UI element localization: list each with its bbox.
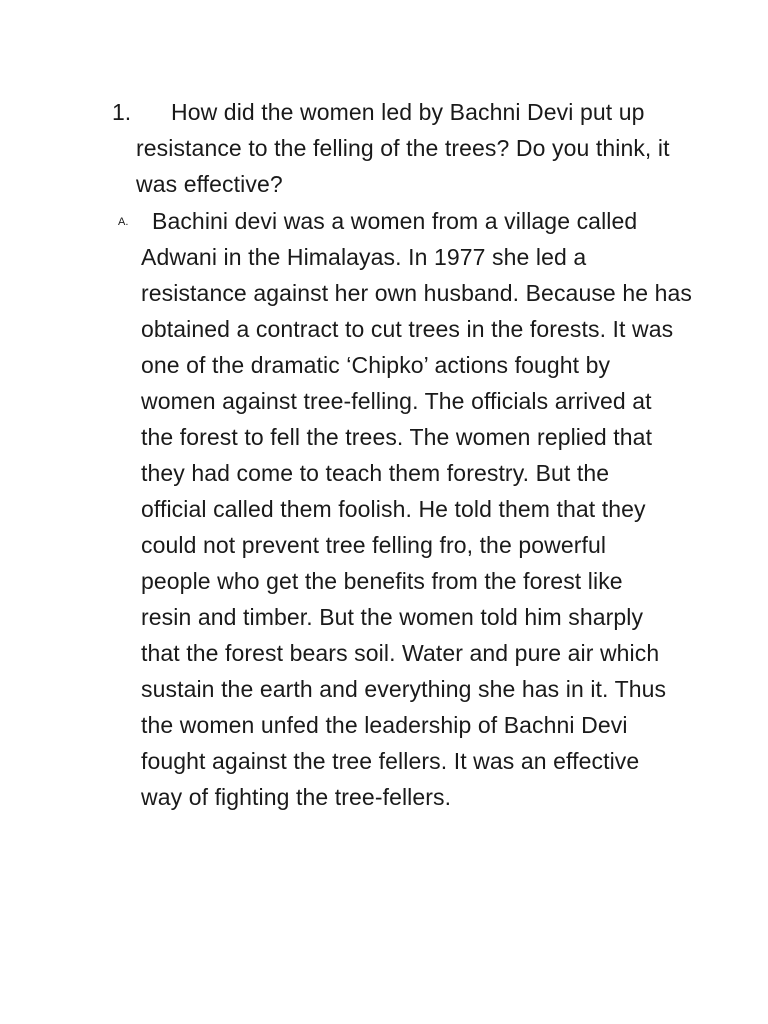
question-number: 1. [112, 99, 132, 125]
question-line: How did the women led by Bachni Devi put up [171, 99, 645, 125]
answer-line: official called them foolish. He told them that they [141, 496, 646, 522]
answer-line: the women unfed the leadership of Bachni Devi [141, 712, 628, 738]
answer-line: could not prevent tree felling fro, the powerful [141, 532, 607, 558]
answer-line: Adwani in the Himalayas. In 1977 she led a [141, 244, 587, 270]
answer-line: sustain the earth and everything she has in it. Thus [141, 676, 667, 702]
answer-line: people who get the benefits from the forest like [141, 568, 623, 594]
answer-line: that the forest bears soil. Water and pure air which [141, 640, 660, 666]
answer-line: resin and timber. But the women told him sharply [141, 604, 644, 630]
answer-line: fought against the tree fellers. It was an effective [141, 748, 640, 774]
answer-line: way of fighting the tree-fellers. [141, 784, 452, 810]
answer-line: Bachini devi was a women from a village called [152, 208, 638, 234]
answer-line: obtained a contract to cut trees in the forests. It was [141, 316, 674, 342]
answer-line: resistance against her own husband. Because he has [141, 280, 692, 306]
answer-line: women against tree-felling. The officials arrived at [141, 388, 652, 414]
answer-line: they had come to teach them forestry. But the [141, 460, 610, 486]
answer-marker: A. [118, 216, 129, 228]
answer-line: one of the dramatic ‘Chipko’ actions fought by [141, 352, 611, 378]
question-line: resistance to the felling of the trees? Do you think, it [136, 135, 670, 161]
question-line: was effective? [136, 171, 283, 197]
answer-line: the forest to fell the trees. The women replied that [141, 424, 653, 450]
